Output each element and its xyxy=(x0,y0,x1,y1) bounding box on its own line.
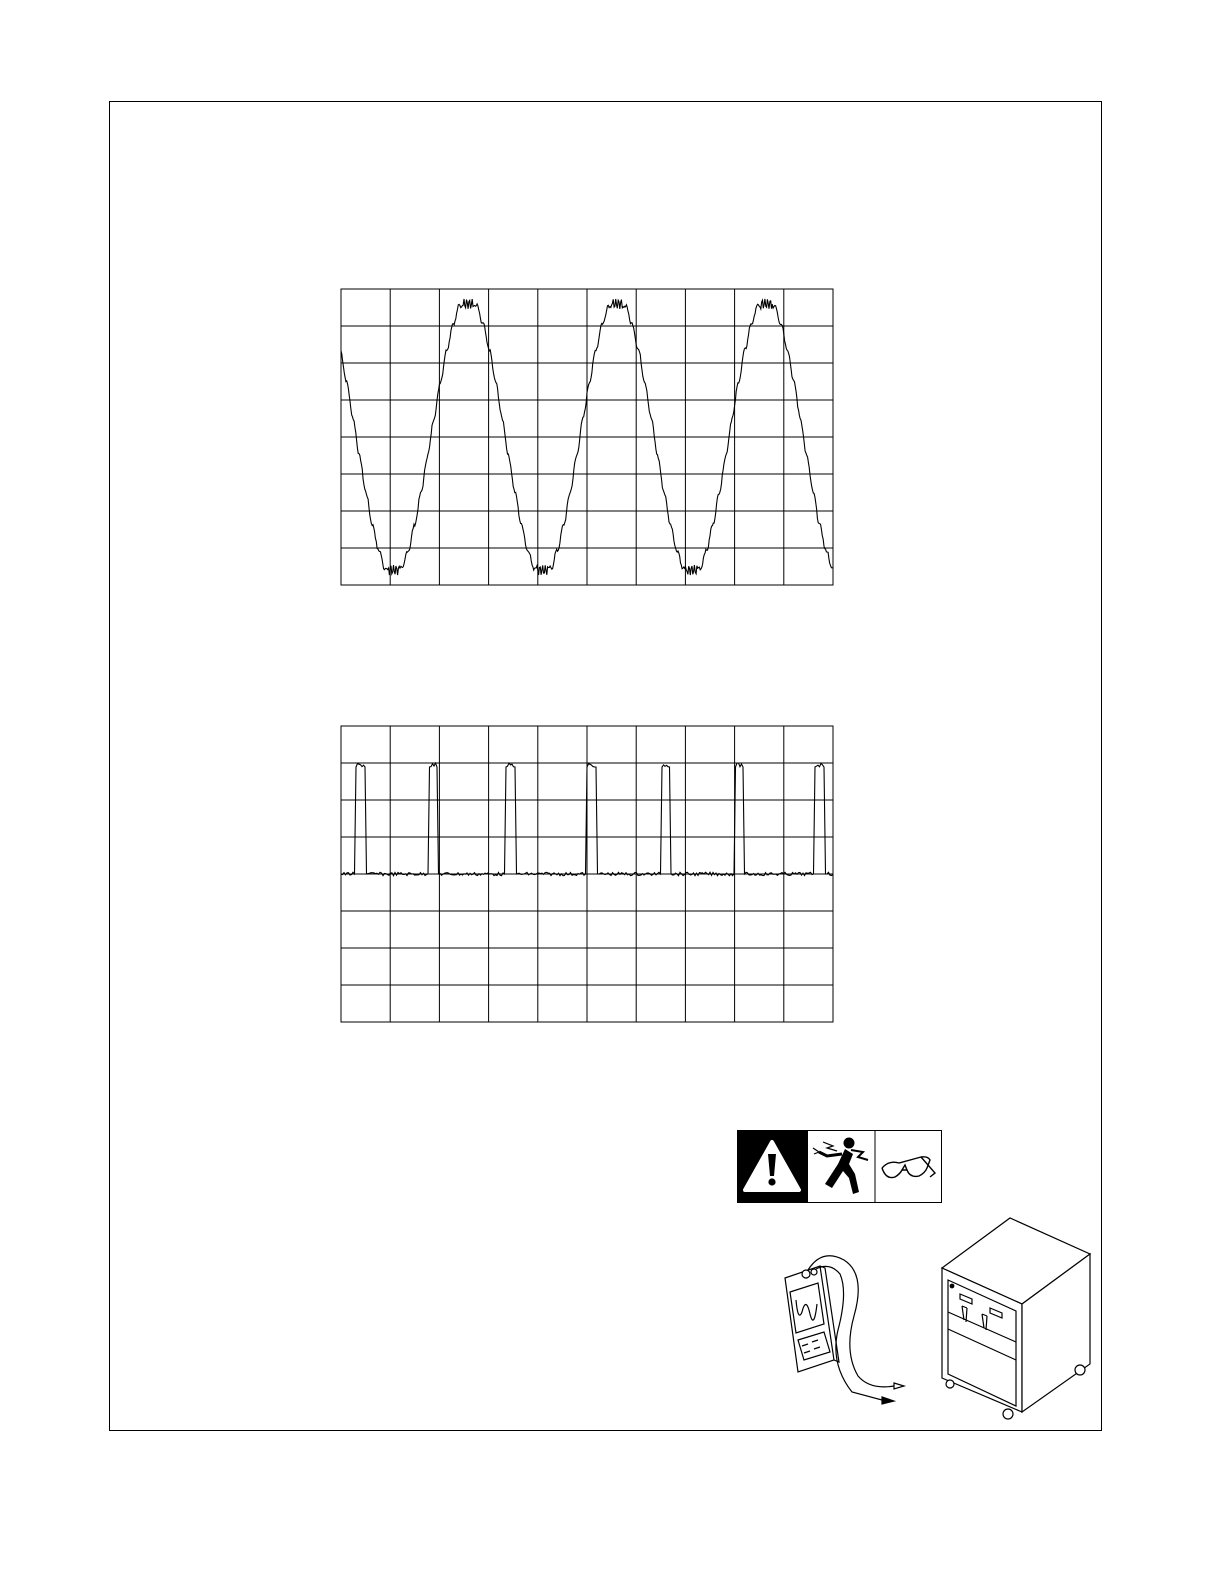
sine-waveform-scope xyxy=(340,288,834,586)
multimeter-icon xyxy=(782,1252,907,1412)
warning-triangle-icon xyxy=(737,1130,808,1203)
welding-power-source-icon xyxy=(938,1216,1094,1428)
hazard-icons xyxy=(737,1130,942,1203)
pulse-waveform-scope xyxy=(340,725,834,1023)
scope-grid xyxy=(341,289,833,585)
